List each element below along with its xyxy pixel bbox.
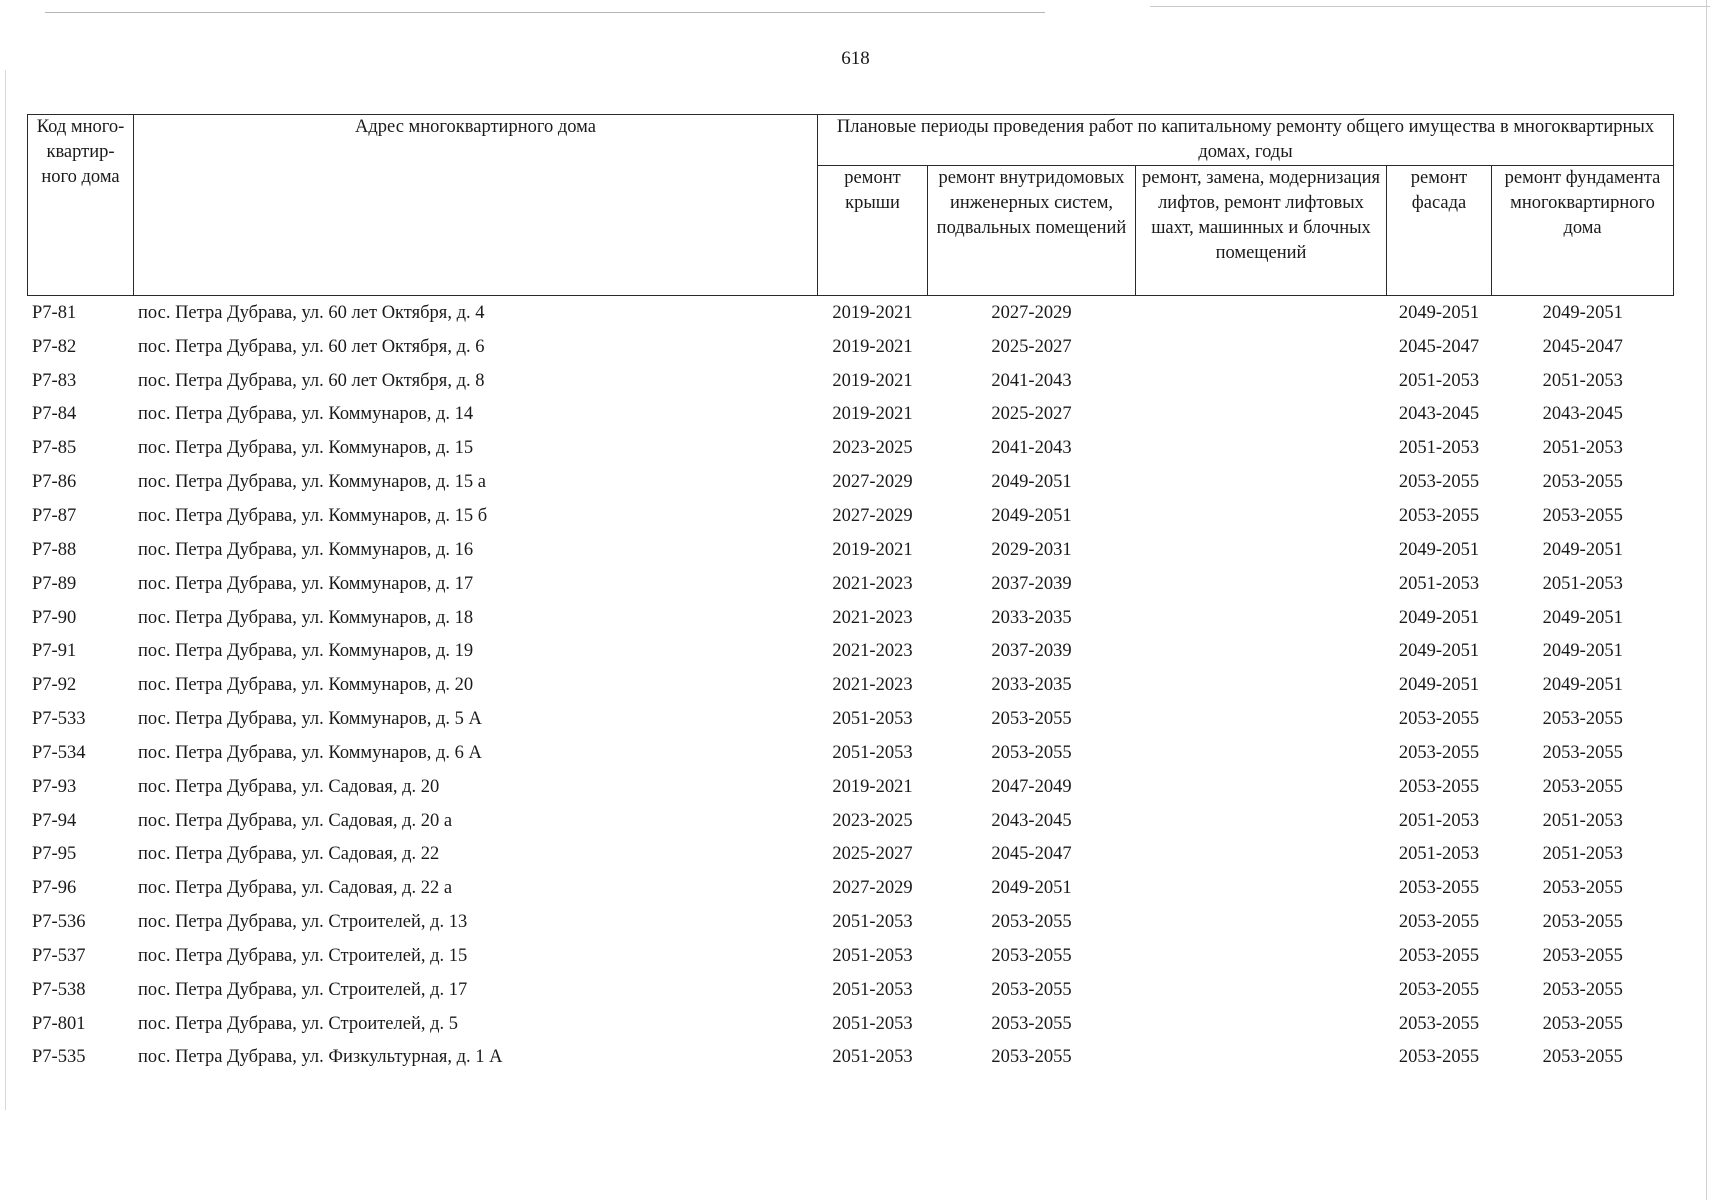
table-row [28, 838, 1674, 872]
table-row [28, 499, 1674, 533]
cell-engineering: 2037-2039 [991, 573, 1072, 594]
cell-foundation: 2053-2055 [1542, 912, 1623, 933]
cell-facade: 2053-2055 [1398, 912, 1480, 933]
cell-engineering: 2045-2047 [991, 844, 1072, 865]
cell-code: Р7-86 [32, 472, 77, 493]
cell-address: пос. Петра Дубрава, ул. Садовая, д. 20 [138, 776, 440, 797]
cell-lifts [1136, 871, 1387, 905]
cell-address: пос. Петра Дубрава, ул. Строителей, д. 13 [138, 912, 468, 933]
cell-foundation: 2045-2047 [1542, 336, 1623, 357]
header-code: Код много-квартир-ного дома [28, 115, 134, 296]
cell-code: Р7-88 [32, 539, 77, 560]
cell-lifts [1136, 634, 1387, 668]
cell-code: Р7-95 [32, 844, 77, 865]
cell-lifts [1136, 770, 1387, 804]
cell-foundation: 2053-2055 [1542, 1047, 1623, 1068]
cell-lifts [1136, 364, 1387, 398]
cell-foundation: 2053-2055 [1542, 472, 1623, 493]
scan-page-edge [5, 70, 6, 1110]
cell-foundation: 2053-2055 [1542, 878, 1623, 899]
cell-address: пос. Петра Дубрава, ул. Коммунаров, д. 15 а [138, 472, 486, 493]
cell-foundation: 2051-2053 [1542, 844, 1623, 865]
table-row [28, 668, 1674, 702]
cell-code: Р7-92 [32, 675, 77, 696]
table-row [28, 871, 1674, 905]
cell-engineering: 2027-2029 [991, 302, 1072, 323]
cell-lifts [1136, 567, 1387, 601]
cell-facade: 2051-2053 [1398, 810, 1480, 831]
cell-engineering: 2033-2035 [991, 607, 1072, 628]
cell-foundation: 2051-2053 [1542, 438, 1623, 459]
cell-foundation: 2053-2055 [1542, 505, 1623, 526]
table-row [28, 1041, 1674, 1075]
cell-facade: 2051-2053 [1398, 844, 1480, 865]
cell-facade: 2053-2055 [1398, 776, 1480, 797]
cell-roof: 2051-2053 [832, 742, 913, 763]
cell-code: Р7-534 [32, 742, 86, 763]
cell-roof: 2023-2025 [832, 438, 913, 459]
cell-engineering: 2053-2055 [991, 945, 1072, 966]
cell-address: пос. Петра Дубрава, ул. Строителей, д. 17 [138, 979, 468, 1000]
table-body [28, 296, 1674, 1075]
cell-address: пос. Петра Дубрава, ул. Коммунаров, д. 19 [138, 641, 474, 662]
cell-roof: 2025-2027 [832, 844, 913, 865]
header-foundation: ремонт фундамента многоквартирного дома [1492, 166, 1674, 296]
cell-code: Р7-83 [32, 370, 77, 391]
cell-foundation: 2053-2055 [1542, 945, 1623, 966]
cell-roof: 2021-2023 [832, 573, 913, 594]
cell-engineering: 2025-2027 [991, 404, 1072, 425]
cell-roof: 2051-2053 [832, 912, 913, 933]
cell-facade: 2053-2055 [1398, 979, 1480, 1000]
cell-lifts [1136, 838, 1387, 872]
cell-foundation: 2053-2055 [1542, 776, 1623, 797]
cell-code: Р7-538 [32, 979, 86, 1000]
table-row [28, 905, 1674, 939]
cell-code: Р7-801 [32, 1013, 86, 1034]
cell-code: Р7-535 [32, 1047, 86, 1068]
cell-facade: 2053-2055 [1398, 742, 1480, 763]
cell-lifts [1136, 804, 1387, 838]
cell-roof: 2051-2053 [832, 1013, 913, 1034]
cell-lifts [1136, 668, 1387, 702]
cell-foundation: 2049-2051 [1542, 675, 1623, 696]
cell-foundation: 2053-2055 [1542, 742, 1623, 763]
cell-facade: 2053-2055 [1398, 709, 1480, 730]
cell-foundation: 2053-2055 [1542, 979, 1623, 1000]
cell-engineering: 2043-2045 [991, 810, 1072, 831]
cell-address: пос. Петра Дубрава, ул. Садовая, д. 22 а [138, 878, 453, 899]
cell-engineering: 2049-2051 [991, 505, 1072, 526]
table-row [28, 804, 1674, 838]
scan-page-edge [1706, 0, 1707, 1200]
cell-address: пос. Петра Дубрава, ул. Коммунаров, д. 15 б [138, 505, 488, 526]
cell-lifts [1136, 465, 1387, 499]
cell-engineering: 2053-2055 [991, 1013, 1072, 1034]
cell-code: Р7-94 [32, 810, 77, 831]
cell-engineering: 2053-2055 [991, 709, 1072, 730]
cell-foundation: 2049-2051 [1542, 302, 1623, 323]
cell-code: Р7-87 [32, 505, 77, 526]
cell-lifts [1136, 330, 1387, 364]
cell-facade: 2051-2053 [1398, 438, 1480, 459]
cell-lifts [1136, 973, 1387, 1007]
cell-facade: 2043-2045 [1398, 404, 1480, 425]
cell-code: Р7-93 [32, 776, 77, 797]
table-row [28, 398, 1674, 432]
header-lifts: ремонт, замена, модернизация лифтов, ремонт лифтовых шахт, машинных и блочных помещений [1136, 166, 1387, 296]
cell-code: Р7-82 [32, 336, 77, 357]
cell-engineering: 2041-2043 [991, 370, 1072, 391]
cell-roof: 2019-2021 [832, 776, 913, 797]
page-number: 618 [841, 48, 870, 69]
cell-address: пос. Петра Дубрава, ул. Коммунаров, д. 18 [138, 607, 474, 628]
table-row [28, 702, 1674, 736]
cell-address: пос. Петра Дубрава, ул. Физкультурная, д. 1 А [138, 1047, 503, 1068]
cell-roof: 2027-2029 [832, 472, 913, 493]
cell-engineering: 2053-2055 [991, 912, 1072, 933]
cell-roof: 2021-2023 [832, 641, 913, 662]
cell-facade: 2053-2055 [1398, 1013, 1480, 1034]
cell-lifts [1136, 398, 1387, 432]
cell-engineering: 2049-2051 [991, 878, 1072, 899]
cell-facade: 2049-2051 [1398, 641, 1480, 662]
table-row [28, 770, 1674, 804]
cell-address: пос. Петра Дубрава, ул. Садовая, д. 22 [138, 844, 440, 865]
cell-code: Р7-91 [32, 641, 77, 662]
cell-facade: 2045-2047 [1398, 336, 1480, 357]
cell-foundation: 2043-2045 [1542, 404, 1623, 425]
table-row [28, 330, 1674, 364]
cell-code: Р7-85 [32, 438, 77, 459]
cell-engineering: 2029-2031 [991, 539, 1072, 560]
cell-engineering: 2047-2049 [991, 776, 1072, 797]
header-roof: ремонт крыши [818, 166, 928, 296]
cell-foundation: 2049-2051 [1542, 641, 1623, 662]
cell-facade: 2053-2055 [1398, 878, 1480, 899]
cell-foundation: 2053-2055 [1542, 1013, 1623, 1034]
cell-code: Р7-90 [32, 607, 77, 628]
table-row [28, 601, 1674, 635]
cell-code: Р7-89 [32, 573, 77, 594]
cell-address: пос. Петра Дубрава, ул. 60 лет Октября, д. 8 [138, 370, 485, 391]
cell-engineering: 2053-2055 [991, 979, 1072, 1000]
table-row [28, 431, 1674, 465]
cell-foundation: 2051-2053 [1542, 810, 1623, 831]
cell-engineering: 2049-2051 [991, 472, 1072, 493]
cell-lifts [1136, 1041, 1387, 1075]
cell-address: пос. Петра Дубрава, ул. Коммунаров, д. 14 [138, 404, 474, 425]
cell-engineering: 2053-2055 [991, 742, 1072, 763]
cell-address: пос. Петра Дубрава, ул. 60 лет Октября, д. 4 [138, 302, 485, 323]
header-facade: ремонт фасада [1387, 166, 1492, 296]
cell-lifts [1136, 1007, 1387, 1041]
cell-facade: 2049-2051 [1398, 302, 1480, 323]
cell-roof: 2019-2021 [832, 370, 913, 391]
header-periods: Плановые периоды проведения работ по капитальному ремонту общего имущества в многоквартирных домах, годы [818, 115, 1674, 166]
cell-address: пос. Петра Дубрава, ул. Садовая, д. 20 а [138, 810, 453, 831]
cell-code: Р7-96 [32, 878, 77, 899]
cell-roof: 2021-2023 [832, 675, 913, 696]
cell-engineering: 2037-2039 [991, 641, 1072, 662]
cell-facade: 2049-2051 [1398, 607, 1480, 628]
table-row [28, 364, 1674, 398]
cell-address: пос. Петра Дубрава, ул. Коммунаров, д. 5 А [138, 709, 482, 730]
cell-lifts [1136, 533, 1387, 567]
repair-schedule-table [27, 114, 1674, 1074]
table-row [28, 939, 1674, 973]
cell-roof: 2019-2021 [832, 336, 913, 357]
cell-roof: 2051-2053 [832, 1047, 913, 1068]
cell-foundation: 2049-2051 [1542, 539, 1623, 560]
table-header [28, 115, 1674, 296]
cell-facade: 2051-2053 [1398, 573, 1480, 594]
cell-address: пос. Петра Дубрава, ул. Строителей, д. 5 [138, 1013, 459, 1034]
cell-foundation: 2051-2053 [1542, 573, 1623, 594]
cell-roof: 2051-2053 [832, 945, 913, 966]
cell-lifts [1136, 905, 1387, 939]
table-row [28, 296, 1674, 330]
cell-facade: 2053-2055 [1398, 1047, 1480, 1068]
cell-facade: 2051-2053 [1398, 370, 1480, 391]
cell-engineering: 2053-2055 [991, 1047, 1072, 1068]
cell-code: Р7-537 [32, 945, 86, 966]
cell-address: пос. Петра Дубрава, ул. Строителей, д. 15 [138, 945, 468, 966]
cell-lifts [1136, 939, 1387, 973]
table-row [28, 1007, 1674, 1041]
cell-foundation: 2051-2053 [1542, 370, 1623, 391]
cell-foundation: 2053-2055 [1542, 709, 1623, 730]
cell-roof: 2021-2023 [832, 607, 913, 628]
table-row [28, 465, 1674, 499]
cell-code: Р7-533 [32, 709, 86, 730]
cell-roof: 2051-2053 [832, 709, 913, 730]
cell-address: пос. Петра Дубрава, ул. Коммунаров, д. 15 [138, 438, 474, 459]
cell-roof: 2051-2053 [832, 979, 913, 1000]
cell-code: Р7-536 [32, 912, 86, 933]
cell-lifts [1136, 431, 1387, 465]
cell-lifts [1136, 702, 1387, 736]
cell-engineering: 2041-2043 [991, 438, 1072, 459]
cell-foundation: 2049-2051 [1542, 607, 1623, 628]
scan-artifact-line [1150, 6, 1710, 7]
cell-code: Р7-81 [32, 302, 77, 323]
cell-facade: 2053-2055 [1398, 472, 1480, 493]
table-row [28, 567, 1674, 601]
cell-engineering: 2025-2027 [991, 336, 1072, 357]
cell-code: Р7-84 [32, 404, 77, 425]
scan-artifact-line [45, 12, 1045, 13]
cell-roof: 2019-2021 [832, 302, 913, 323]
cell-facade: 2049-2051 [1398, 539, 1480, 560]
table-row [28, 973, 1674, 1007]
header-engineering: ремонт внутридомовых инженерных систем, подвальных помещений [928, 166, 1136, 296]
cell-lifts [1136, 601, 1387, 635]
cell-lifts [1136, 736, 1387, 770]
cell-address: пос. Петра Дубрава, ул. 60 лет Октября, д. 6 [138, 336, 485, 357]
header-address: Адрес многоквартирного дома [134, 115, 818, 296]
cell-lifts [1136, 499, 1387, 533]
cell-roof: 2027-2029 [832, 878, 913, 899]
cell-engineering: 2033-2035 [991, 675, 1072, 696]
cell-facade: 2049-2051 [1398, 675, 1480, 696]
cell-roof: 2019-2021 [832, 404, 913, 425]
cell-facade: 2053-2055 [1398, 505, 1480, 526]
table-row [28, 533, 1674, 567]
cell-facade: 2053-2055 [1398, 945, 1480, 966]
table-row [28, 736, 1674, 770]
cell-address: пос. Петра Дубрава, ул. Коммунаров, д. 20 [138, 675, 474, 696]
cell-address: пос. Петра Дубрава, ул. Коммунаров, д. 6 А [138, 742, 482, 763]
cell-address: пос. Петра Дубрава, ул. Коммунаров, д. 16 [138, 539, 474, 560]
cell-address: пос. Петра Дубрава, ул. Коммунаров, д. 17 [138, 573, 474, 594]
table-row [28, 634, 1674, 668]
cell-roof: 2027-2029 [832, 505, 913, 526]
cell-roof: 2023-2025 [832, 810, 913, 831]
cell-roof: 2019-2021 [832, 539, 913, 560]
cell-lifts [1136, 296, 1387, 330]
